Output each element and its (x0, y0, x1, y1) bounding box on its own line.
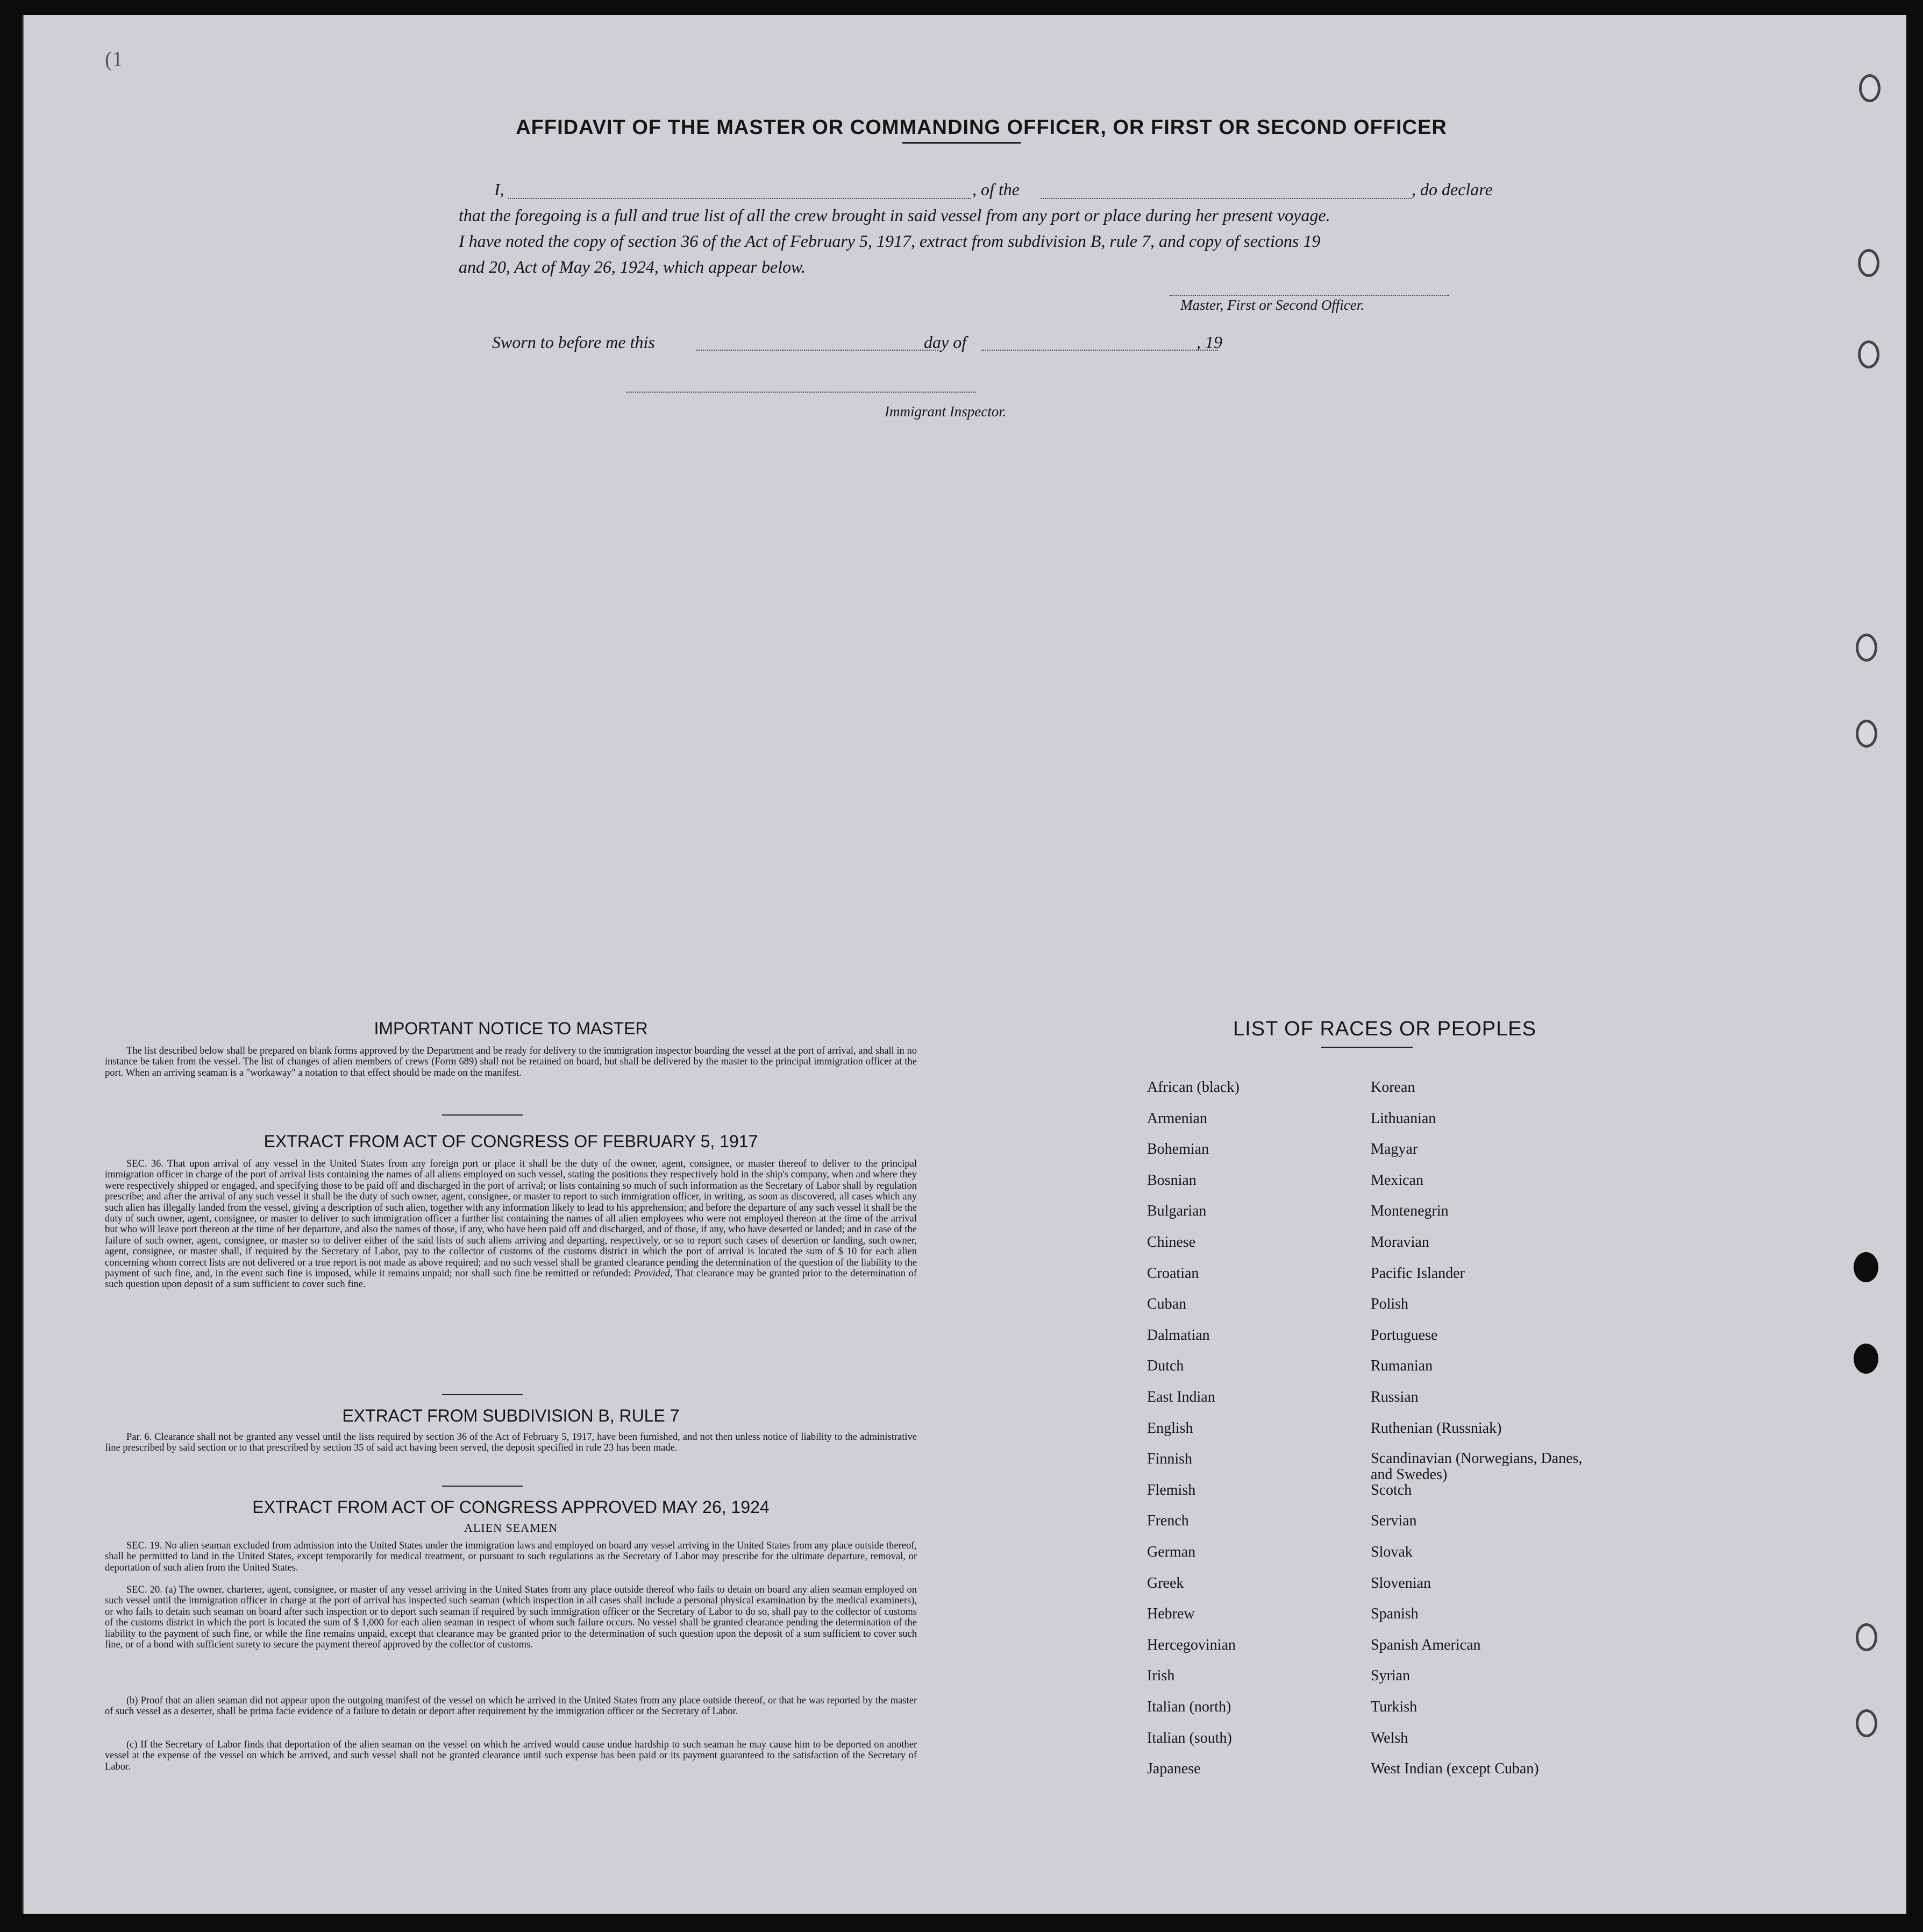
race-item: Bosnian (1147, 1171, 1196, 1189)
race-item: Magyar (1371, 1141, 1418, 1158)
sworn-month-blank (981, 350, 1218, 351)
race-item: German (1147, 1544, 1196, 1560)
punch-hole (1854, 1344, 1878, 1374)
race-item: Bulgarian (1147, 1203, 1207, 1220)
punch-hole (1858, 340, 1879, 368)
document-page (23, 15, 1906, 1914)
punch-hole (1854, 1252, 1878, 1282)
sworn-day-blank (696, 350, 938, 351)
race-item: French (1147, 1512, 1189, 1530)
race-item: English (1147, 1419, 1193, 1437)
page-number: (1 (105, 47, 123, 71)
race-item: West Indian (except Cuban) (1371, 1760, 1539, 1778)
race-item: Italian (south) (1147, 1729, 1232, 1746)
race-item: Montenegrin (1371, 1203, 1449, 1220)
affidavit-line-2: that the foregoing is a full and true list of all the crew brought in said vessel from any port or place during her present voyage. (459, 205, 1330, 225)
title-underline (902, 142, 1021, 144)
race-item: Rumanian (1371, 1358, 1433, 1375)
race-item: Russian (1371, 1389, 1419, 1405)
punch-hole (1859, 74, 1881, 102)
race-item: Scotch (1371, 1481, 1412, 1498)
alien-seamen-subtitle: ALIEN SEAMEN (464, 1521, 558, 1535)
punch-hole (1856, 1623, 1877, 1651)
day-of-text: day of (924, 332, 967, 352)
master-label: Master, First or Second Officer. (1180, 297, 1364, 313)
race-item: Cuban (1147, 1296, 1187, 1313)
race-item: Ruthenian (Russniak) (1371, 1419, 1502, 1437)
race-item: Slovenian (1371, 1574, 1431, 1592)
race-item: Welsh (1371, 1729, 1408, 1746)
race-item: Japanese (1147, 1760, 1201, 1778)
race-item: Flemish (1147, 1481, 1196, 1498)
affidavit-line-4: and 20, Act of May 26, 1924, which appear below. (459, 257, 806, 276)
race-item: Servian (1371, 1512, 1417, 1530)
punch-hole (1856, 634, 1877, 662)
race-item: Lithuanian (1371, 1110, 1436, 1127)
affidavit-line-3: I have noted the copy of section 36 of the Act of February 5, 1917, extract from subdivision B, rule 7, and copy of sections 19 (459, 231, 1321, 251)
sec-19-text: SEC. 19. No alien seaman excluded from admission into the United States under the immigration laws and employed on board any vessel arriving in the United States from any place outside thereof, shall be permitted to land in the United States, except temporarily for medical treatment, or pursuant to such regulations as the Secretary of Labor may prescribe for the ultimate departure, removal, or deportation of such alien from the United States. (105, 1540, 917, 1573)
punch-hole (1856, 720, 1877, 748)
race-item: Hebrew (1147, 1606, 1195, 1623)
race-item: Italian (north) (1147, 1699, 1231, 1715)
race-item: Greek (1147, 1574, 1184, 1592)
sworn-text: Sworn to before me this (492, 332, 655, 352)
race-item: Hercegovinian (1147, 1636, 1236, 1653)
notice-text: The list described below shall be prepared on blank forms approved by the Department and be ready for delivery to the immigration inspector boarding the vessel at the port of arrival, and shall in no instance be taken from the vessel. The list of changes of alien members of crews (Form 689) shall not be retained on board, but shall be delivered by the master to the principal immigration officer at the port. When an arriving seaman is a "workaway" a notation to that effect should be made on the manifest. (105, 1046, 917, 1078)
race-item: Slovak (1371, 1544, 1413, 1560)
inspector-signature-line (626, 392, 976, 393)
race-item: Spanish (1371, 1606, 1419, 1623)
affidavit-i: I, (494, 180, 504, 199)
affidavit-of-the: , of the (972, 180, 1020, 199)
race-item: Irish (1147, 1667, 1175, 1685)
punch-hole (1858, 249, 1879, 277)
notice-title: IMPORTANT NOTICE TO MASTER (374, 1019, 648, 1038)
race-item: Finnish (1147, 1451, 1193, 1468)
race-item: African (black) (1147, 1079, 1240, 1096)
race-item: Chinese (1147, 1234, 1196, 1251)
year-text: , 19 (1196, 332, 1222, 352)
vessel-blank (1041, 198, 1412, 199)
race-item: Turkish (1371, 1699, 1418, 1715)
race-item: Armenian (1147, 1110, 1207, 1127)
race-item: Moravian (1371, 1234, 1429, 1251)
affidavit-declare: , do declare (1412, 180, 1493, 199)
race-item: Bohemian (1147, 1141, 1209, 1158)
divider (442, 1486, 523, 1487)
sec-20a-text: SEC. 20. (a) The owner, charterer, agent, consignee, or master of any vessel arriving in the United States from any place outside thereof who fails to detain on board any alien seaman employed on such vessel until the immigration officer in charge at the port of arrival has inspected such seaman (which inspection in all cases shall include a personal physical examination by the medical examiners), or who fails to detain such seaman on board after such inspection or to deport such seaman if required by such immigration officer or the Secretary of Labor to do so, shall pay to the collector of customs of the customs district in which the port is located the sum of $ 1,000 for each alien seaman in respect of whom such failure occurs. No vessel shall be granted clearance pending the determination of the liability to the payment of such fine, or while the fine remains unpaid, except that clearance may be granted prior to the determination of such question upon the deposit of a sum sufficient to cover such fine, or of a bond with sufficient surety to secure the payment thereof approved by the collector of customs. (105, 1585, 917, 1651)
race-item: Dutch (1147, 1358, 1184, 1375)
name-blank (508, 198, 971, 199)
master-signature-line (1170, 295, 1449, 296)
race-item: Mexican (1371, 1171, 1423, 1189)
inspector-label: Immigrant Inspector. (885, 403, 1007, 420)
affidavit-title: AFFIDAVIT OF THE MASTER OR COMMANDING OFFICER, OR FIRST OR SECOND OFFICER (516, 116, 1447, 139)
divider (442, 1394, 523, 1395)
rule-7-title: EXTRACT FROM SUBDIVISION B, RULE 7 (342, 1406, 680, 1425)
race-item: Korean (1371, 1079, 1415, 1096)
race-item: Pacific Islander (1371, 1265, 1465, 1282)
race-item: Scandinavian (Norwegians, Danes, and Swedes) (1371, 1450, 1583, 1483)
race-item: Croatian (1147, 1265, 1199, 1282)
divider (1321, 1047, 1413, 1048)
sec-20b-text: (b) Proof that an alien seaman did not appear upon the outgoing manifest of the vessel on which he arrived in the United States from any place outside thereof, or that he was reported by the master of such vessel as a deserter, shall be prima facie evidence of a failure to detain or deport after requirement by the immigration officer or the Secretary of Labor. (105, 1695, 917, 1717)
divider (442, 1114, 523, 1116)
race-item: Polish (1371, 1296, 1409, 1313)
race-item: Dalmatian (1147, 1326, 1210, 1344)
sec-20c-text: (c) If the Secretary of Labor finds that deportation of the alien seaman on the vessel on which he arrived would cause undue hardship to such seaman he may cause him to be deported on another vessel at the expense of the vessel on which he arrived, and such vessel shall not be granted clearance until such expense has been paid or its payment guaranteed to the satisfaction of the Secretary of Labor. (105, 1739, 917, 1772)
race-item: East Indian (1147, 1389, 1215, 1405)
race-item: Portuguese (1371, 1326, 1438, 1344)
race-item: Syrian (1371, 1667, 1411, 1685)
extract-1917-title: EXTRACT FROM ACT OF CONGRESS OF FEBRUARY 5, 1917 (263, 1132, 758, 1151)
rule-7-text: Par. 6. Clearance shall not be granted any vessel until the lists required by section 36 of the Act of February 5, 1917, have been furnished, and not then unless notice of liability to the administrative fine prescribed by said section or to that prescribed by section 35 of said act having been served, the deposit specified in rule 23 has been made. (105, 1432, 917, 1454)
extract-1917-text: SEC. 36. That upon arrival of any vessel in the United States from any foreign port or place it shall be the duty of the owner, agent, consignee, or master thereof to deliver to the principal immigration officer in charge of the port of arrival lists containing the names of all aliens employed on such vessel, stating the positions they respectively hold in the ship's company, when and where they were respectively shipped or engaged, and specifying those to be paid off and discharged in the port of arrival; or lists containing so much of such information as the Secretary of Labor shall by regulation prescribe; and after the arrival of any such vessel it shall be the duty of such owner, agent, consignee, or master to report to such immigration officer, in writing, as soon as discovered, all cases which any such alien has illegally landed from the vessel, giving a description of such alien, together with any information likely to lead to his apprehension; and before the departure of any such vessel it shall be the duty of such owner, agent, consignee, or master to deliver to such immigration officer a further list containing the names of all alien employees who were not employed thereon at the time of the arrival but who will leave port thereon at the time of her departure, and also the names of those, if any, who have been paid off and discharged, and of those, if any, who have deserted or landed; and in case of the failure of such owner, agent, consignee, or master so to deliver either of the said lists of such aliens arriving and departing, respectively, or so to report such cases of desertion or landing, such owner, agent, consignee, or master shall, if required by the Secretary of Labor, pay to the collector of customs of the customs district in which the port of arrival is located the sum of $ 10 for each alien concerning whom correct lists are not delivered or a true report is not made as above required; and no such vessel shall be granted clearance pending the determination of the question of the liability to the payment of such fine, and, in the event such fine is imposed, while it remains unpaid; nor shall such fine be remitted or refunded: Provided, That clearance may be granted prior to the determination of such question upon deposit of a sum sufficient to cover such fine. (105, 1159, 917, 1290)
races-title: LIST OF RACES OR PEOPLES (1233, 1018, 1536, 1040)
punch-hole (1856, 1709, 1877, 1737)
race-item: Spanish American (1371, 1636, 1481, 1653)
extract-1924-title: EXTRACT FROM ACT OF CONGRESS APPROVED MAY 26, 1924 (252, 1497, 770, 1517)
